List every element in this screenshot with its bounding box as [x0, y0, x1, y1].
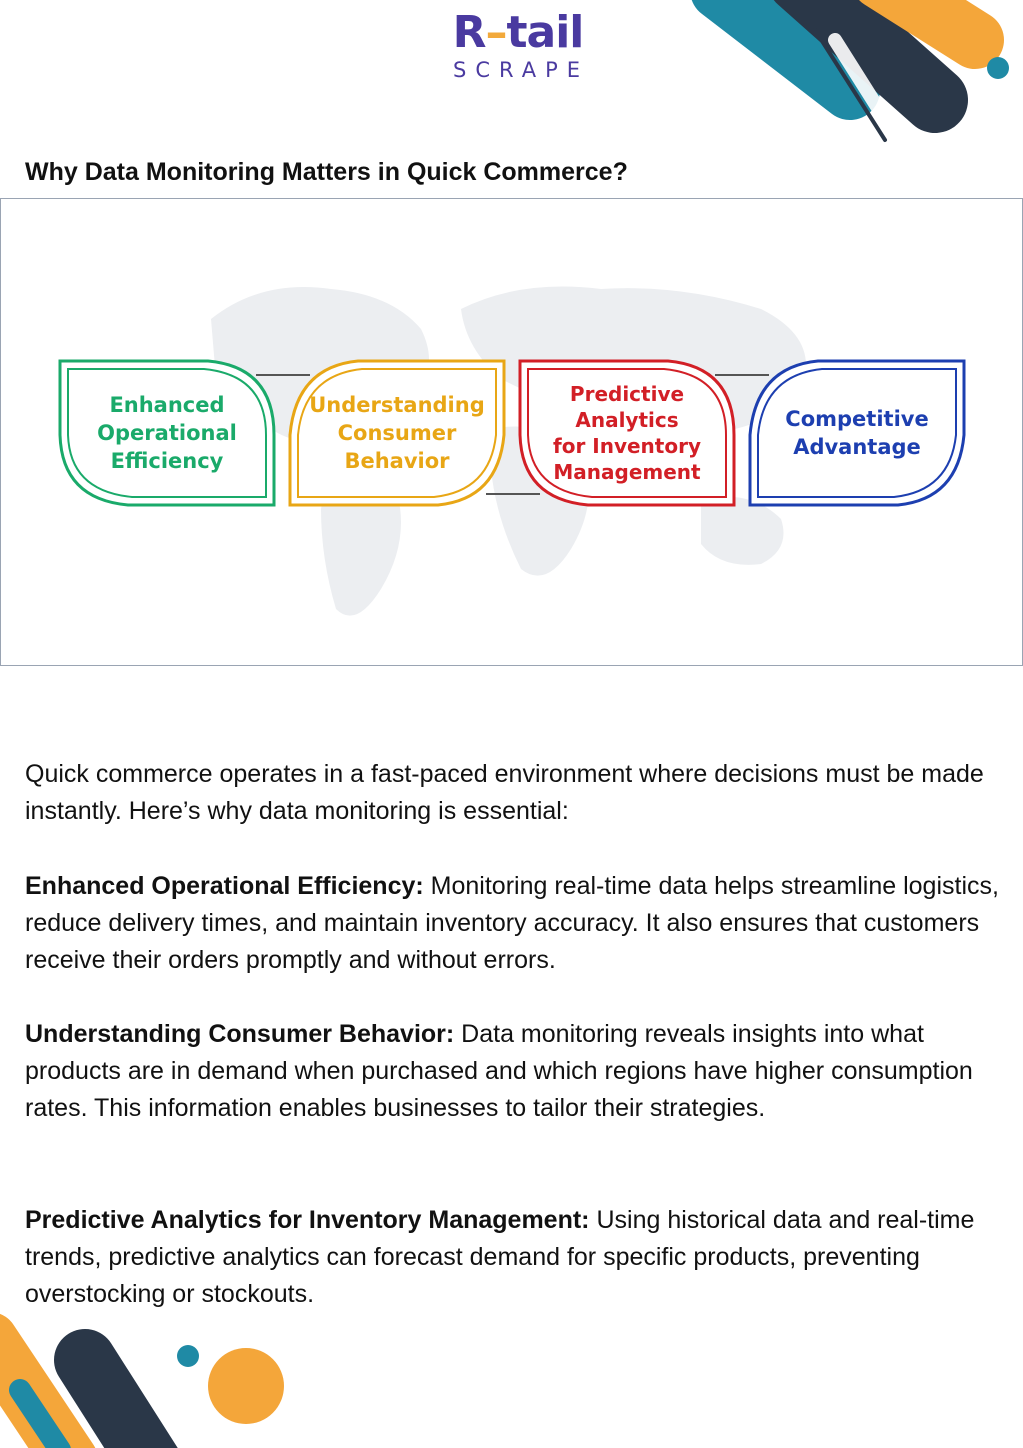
logo-accent-dash: – — [485, 7, 507, 58]
section-paragraph — [25, 1016, 1000, 1127]
decorative-stripes-top-right — [680, 0, 1023, 145]
section-title: Predictive Analytics for Inventory Management: — [25, 1206, 590, 1234]
logo-wordmark — [438, 8, 598, 58]
card-understanding-consumer-behavior — [288, 359, 506, 507]
section-paragraph — [25, 868, 1000, 979]
logo-letter-r: R — [452, 7, 486, 58]
card-competitive-advantage — [748, 359, 966, 507]
card-label: Understanding Consumer Behavior — [309, 393, 485, 473]
section-paragraph — [25, 1202, 1000, 1313]
section-title: Enhanced Operational Efficiency: — [25, 872, 424, 900]
section-text: Monitoring real-time data helps streamline logistics, reduce delivery times, and maintain inventory accuracy. It also ensures that customers receive their orders promptly and without errors. — [25, 872, 999, 974]
retail-scrape-logo — [438, 8, 598, 88]
card-label: Enhanced Operational Efficiency — [97, 393, 237, 473]
logo-letters-tail: tail — [506, 7, 584, 58]
intro-paragraph: Quick commerce operates in a fast-paced environment where decisions must be made instantly. Here’s why data monitoring is essential: — [25, 760, 984, 825]
decorative-stripes-bottom-left — [0, 1300, 300, 1448]
page-heading: Why Data Monitoring Matters in Quick Commerce? — [25, 158, 628, 186]
card-predictive-analytics — [518, 359, 736, 507]
section-title: Understanding Consumer Behavior: — [25, 1020, 455, 1048]
card-label: Competitive Advantage — [785, 407, 929, 459]
logo-subtitle: SCRAPE — [452, 58, 590, 82]
infographic-figure — [0, 198, 1023, 666]
section-text: Data monitoring reveals insights into what products are in demand when purchased and which regions have higher consumption rates. This information enables businesses to tailor their strategies. — [25, 1020, 973, 1122]
figure-frame — [0, 198, 1023, 666]
section-text: Using historical data and real-time trends, predictive analytics can forecast demand for specific products, preventing overstocking or stockouts. — [25, 1206, 975, 1308]
card-enhanced-operational-efficiency — [58, 359, 276, 507]
card-label: Predictive Analytics for Inventory Management — [553, 382, 701, 484]
